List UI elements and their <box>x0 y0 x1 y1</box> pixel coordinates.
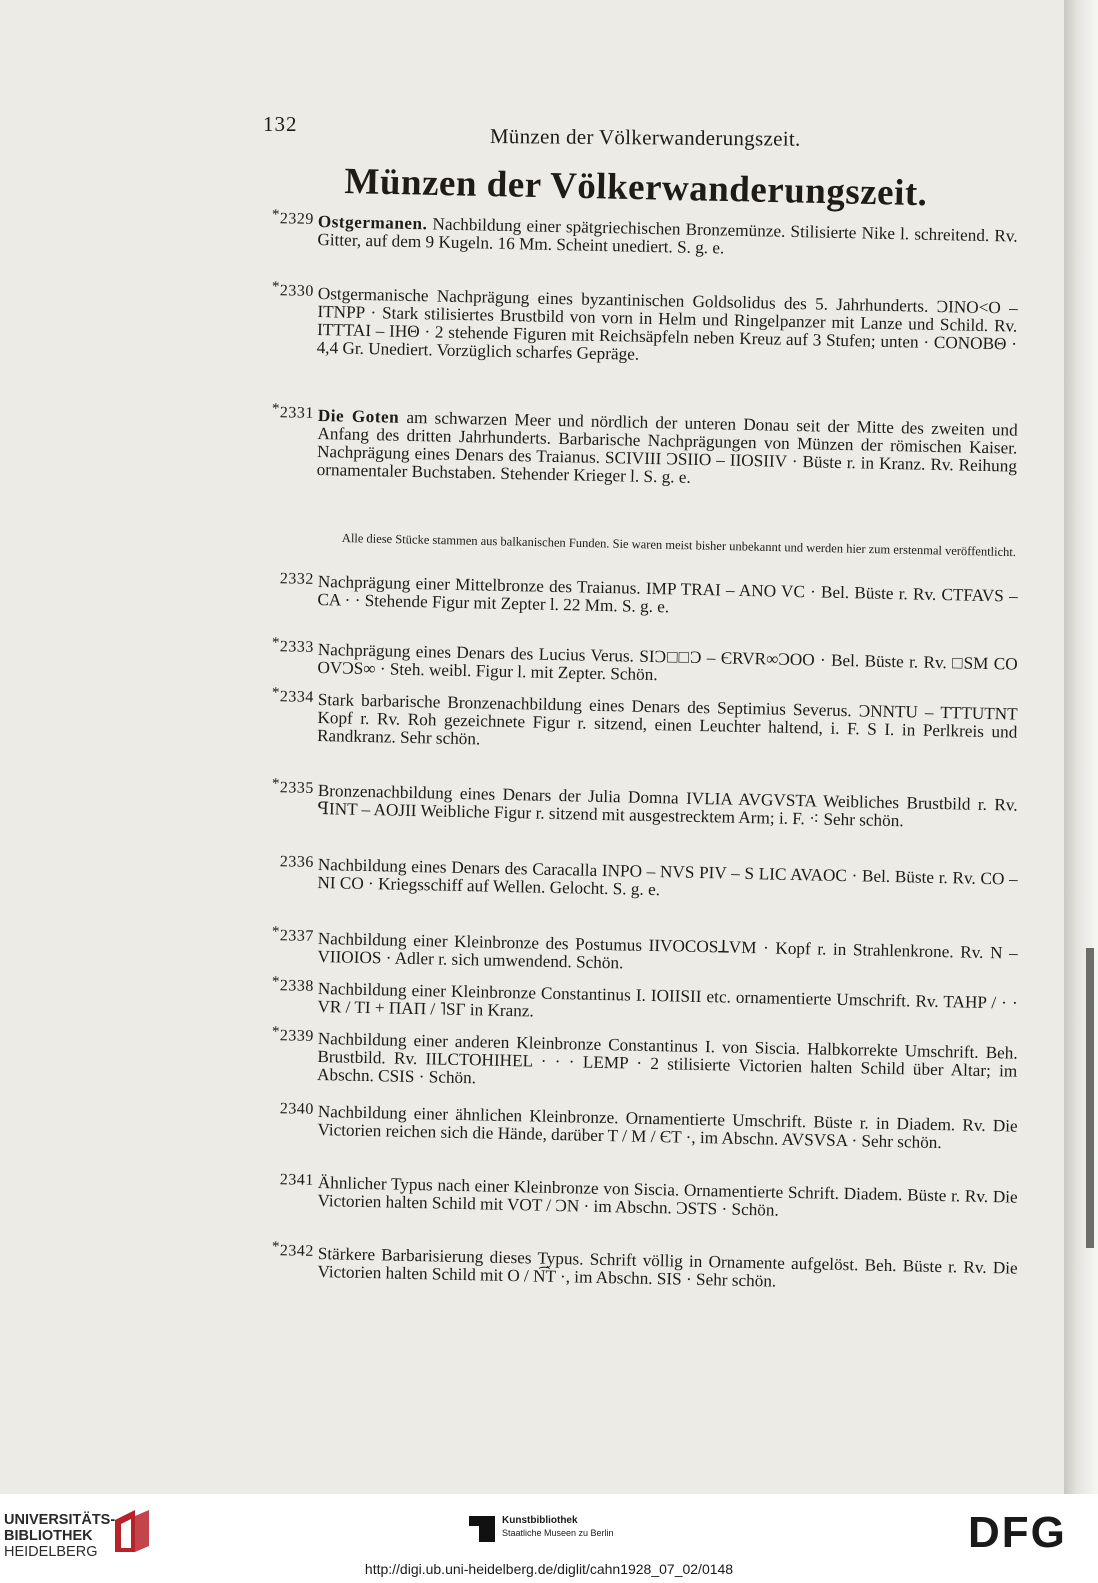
library-emblem-icon <box>109 1506 153 1556</box>
catalog-entry <box>279 853 1018 907</box>
entry-heading: Die Goten <box>317 406 400 427</box>
catalog-entry <box>271 401 1018 494</box>
footnote: Alle diese Stücke stammen aus balkanischen Funden. Sie waren meist bisher unbekannt und werden hier zum erstenmal veröffentlicht. <box>341 531 1017 560</box>
catalog-entry <box>279 570 1018 624</box>
entry-number: *2339 <box>271 1024 315 1045</box>
entry-text: Nachbildung einer Kleinbronze des Postumus IIVOCOSꓕVM · Kopf r. in Strahlenkrone. Rv. N – VIIOIOS · Adler r. sich umwendend. Schön. <box>317 929 1018 973</box>
permalink-url[interactable]: http://digi.ub.uni-heidelberg.de/diglit/cahn1928_07_02/0148 <box>364 1561 734 1577</box>
kunstbibliothek-logo-icon <box>467 1514 497 1544</box>
page-edge-mark <box>1086 948 1094 1248</box>
entry-text: Stark barbarische Bronzenachbildung eines Denars des Septimius Severus. ƆNNTU – TTTUTNT Kopf r. Rv. Roh gezeichnete Figur r. sitzend, einen Leuchter haltend, i. F. S I. in Perlkreis und Randkranz. Sehr schön. <box>316 690 1018 749</box>
catalog-entry <box>271 776 1018 833</box>
catalog-entry <box>279 1100 1018 1154</box>
catalog-entry <box>271 974 1018 1031</box>
page-title: Münzen der Völkerwanderungszeit. <box>344 160 928 215</box>
entry-text: am schwarzen Meer und nördlich der unteren Donau seit der Mitte des zweiten und Anfang des dritten Jahrhunderts. Barbarische Nachprägungen von Münzen der römischen Kaiser. Nachprägung eines Denars des Traianus. SCIVIII ƆSIIO – IIOSIIV · Büste r. in Kranz. Rv. Reihung ornamentaler Buchstaben. Stehender Krieger l. S. g. e. <box>316 407 1018 487</box>
catalog-entry <box>271 1024 1018 1099</box>
entry-text: Ostgermanische Nachprägung eines byzantinischen Goldsolidus des 5. Jahrhunderts. ƆINO<O – ITNPP · Stark stilisiertes Brustbild von vorn in Helm und Ringelpanzer mit Lanze und Schild. Rv. ITTTAI – IHΘ · 2 stehende Figuren mit Reichsäpfeln neben Kreuz auf 3 Stufen; unten · CONOBΘ · 4,4 Gr. Unediert. Vorzüglich scharfes Gepräge. <box>316 284 1018 364</box>
entry-number: 2341 <box>279 1171 315 1189</box>
entry-number: *2330 <box>271 279 315 300</box>
entry-text: Nachbildung einer spätgriechischen Bronzemünze. Stilisierte Nike l. schreitend. Rv. Gitter, auf dem 9 Kugeln. 16 Mm. Scheint unediert. S. g. e. <box>317 214 1018 258</box>
entry-number: 2340 <box>279 1100 315 1118</box>
catalog-entry <box>271 1239 1018 1296</box>
logo-line: HEIDELBERG <box>4 1544 98 1560</box>
entry-text: Ähnlicher Typus nach einer Kleinbronze von Siscia. Ornamentierte Schrift. Diadem. Büste r. Rv. Die Victorien halten Schild mit VOT / ƆN · im Abschn. ƆSTS · Schön. <box>317 1173 1018 1220</box>
catalog-entry <box>271 685 1018 760</box>
entry-text: Bronzenachbildung eines Denars der Julia Domna IVLIA AVGVSTA Weibliches Brustbild r. Rv. ꟼINT – AOJII Weibliche Figur r. sitzend mit ausgestrecktem Arm; i. F. ⁖ Sehr schön. <box>317 781 1018 831</box>
entry-text: Nachprägung eines Denars des Lucius Verus. SIƆ□□Ɔ – ЄRVR∞ƆOO · Bel. Büste r. Rv. □SM CO OVƆS∞ · Steh. weibl. Figur l. mit Zepter. Schön. <box>317 640 1018 685</box>
logo-line: UNIVERSITÄTS- <box>4 1512 116 1528</box>
entry-text: Nachprägung einer Mittelbronze des Traianus. IMP TRAI – ANO VC · Bel. Büste r. Rv. CTFAVS – CA · · Stehende Figur mit Zepter l. 22 Mm. S. g. e. <box>317 572 1018 617</box>
entry-number: *2333 <box>271 635 315 656</box>
entry-number: 2332 <box>279 570 315 588</box>
entry-text: Nachbildung einer ähnlichen Kleinbronze. Ornamentierte Umschrift. Büste r. in Diadem. Rv. Die Victorien reichen sich die Hände, darüber T / M / ЄT ·, im Abschn. AVSVSA · Sehr schön. <box>317 1102 1018 1153</box>
university-library-logo[interactable] <box>4 1512 115 1560</box>
entry-text: Nachbildung einer anderen Kleinbronze Constantinus I. von Siscia. Halbkorrekte Umschrift. Beh. Brustbild. Rv. IILCTOHIHEL · · · LEMP · 2 stilisierte Victorien halten Schild über Altar; im Abschn. CSIS · Schön. <box>316 1029 1018 1088</box>
entry-number: *2337 <box>271 924 315 945</box>
entry-number: *2334 <box>271 685 315 706</box>
entry-number: *2331 <box>271 401 315 422</box>
entry-number: *2342 <box>271 1239 315 1260</box>
page-edge <box>1064 0 1098 1494</box>
entry-number: *2329 <box>271 207 315 228</box>
page-number: 132 <box>263 112 298 136</box>
catalog-entry <box>271 279 1018 372</box>
dfg-logo: DFG <box>968 1508 1067 1557</box>
entry-heading: Ostgermanen. <box>317 212 428 234</box>
catalog-entry <box>279 1171 1018 1225</box>
entry-number: 2336 <box>279 853 315 871</box>
catalog-entry <box>271 635 1018 692</box>
entry-text: Stärkere Barbarisierung dieses Typus. Schrift völlig in Ornamente aufgelöst. Beh. Büste r. Rv. Die Victorien halten Schild mit O / N͡T ·, im Abschn. SIS · Sehr schön. <box>317 1244 1018 1291</box>
entry-text: Nachbildung eines Denars des Caracalla INPO – NVS PIV – S LIC AVAOC · Bel. Büste r. Rv. CO – NI CO · Kriegsschiff auf Wellen. Gelocht. S. g. e. <box>317 855 1018 900</box>
logo-line: BIBLIOTHEK <box>4 1528 93 1544</box>
entry-text: Nachbildung einer Kleinbronze Constantinus I. IOIISII etc. ornamentierte Umschrift. Rv. TAHP / · · VR / TI + ΠAΠ / ˥SΓ in Kranz. <box>317 979 1018 1021</box>
running-head: Münzen der Völkerwanderungszeit. <box>489 124 801 151</box>
catalog-entry <box>271 207 1018 264</box>
entry-number: *2338 <box>271 974 315 995</box>
kunstbibliothek-text: Kunstbibliothek Staatliche Museen zu Berlin <box>502 1515 614 1538</box>
entry-number: *2335 <box>271 776 315 797</box>
catalog-entry <box>271 924 1018 981</box>
